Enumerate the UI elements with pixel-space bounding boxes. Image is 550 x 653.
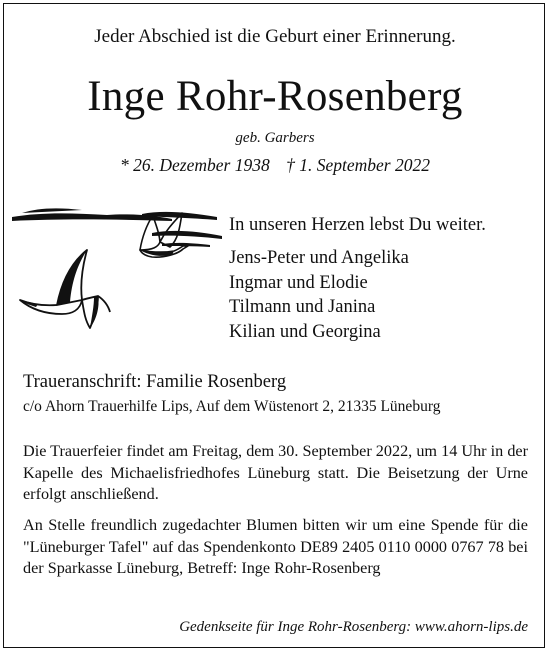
family-member: Tilmann und Janina xyxy=(229,297,376,317)
memorial-verse: In unseren Herzen lebst Du weiter. xyxy=(229,215,486,235)
birth-date: * 26. Dezember 1938 xyxy=(120,155,270,175)
life-dates xyxy=(0,155,550,176)
family-member: Kilian und Georgina xyxy=(229,321,381,342)
birth-name: geb. Garbers xyxy=(235,130,315,146)
mourning-address: c/o Ahorn Trauerhilfe Lips, Auf dem Wüstenort 2, 21335 Lüneburg xyxy=(23,398,441,415)
deceased-name: Inge Rohr-Rosenberg xyxy=(87,73,463,120)
donation-info: An Stelle freundlich zugedachter Blumen bitten wir um eine Spende für die "Lüneburger Tafel" auf das Spendenkonto DE89 2405 0110 0000 0767 78 bei der Sparkasse Lüneburg, Betreff: Inge Rohr-Rosenberg xyxy=(23,516,528,577)
seagulls-over-water-icon xyxy=(12,200,227,350)
mourning-address-heading: Traueranschrift: Familie Rosenberg xyxy=(23,372,287,392)
funeral-info: Die Trauerfeier findet am Freitag, dem 30. September 2022, um 14 Uhr in der Kapelle des Michaelisfriedhofes Lüneburg statt. Die Beisetzung der Urne erfolgt anschließend. xyxy=(23,442,528,503)
family-list xyxy=(229,246,409,344)
motto: Jeder Abschied ist die Geburt einer Erinnerung. xyxy=(94,26,456,47)
family-member: Jens-Peter und Angelika xyxy=(229,248,409,268)
death-date: † 1. September 2022 xyxy=(286,155,430,175)
memorial-page-link[interactable]: Gedenkseite für Inge Rohr-Rosenberg: www.ahorn-lips.de xyxy=(179,619,528,635)
family-member: Ingmar und Elodie xyxy=(229,272,368,293)
